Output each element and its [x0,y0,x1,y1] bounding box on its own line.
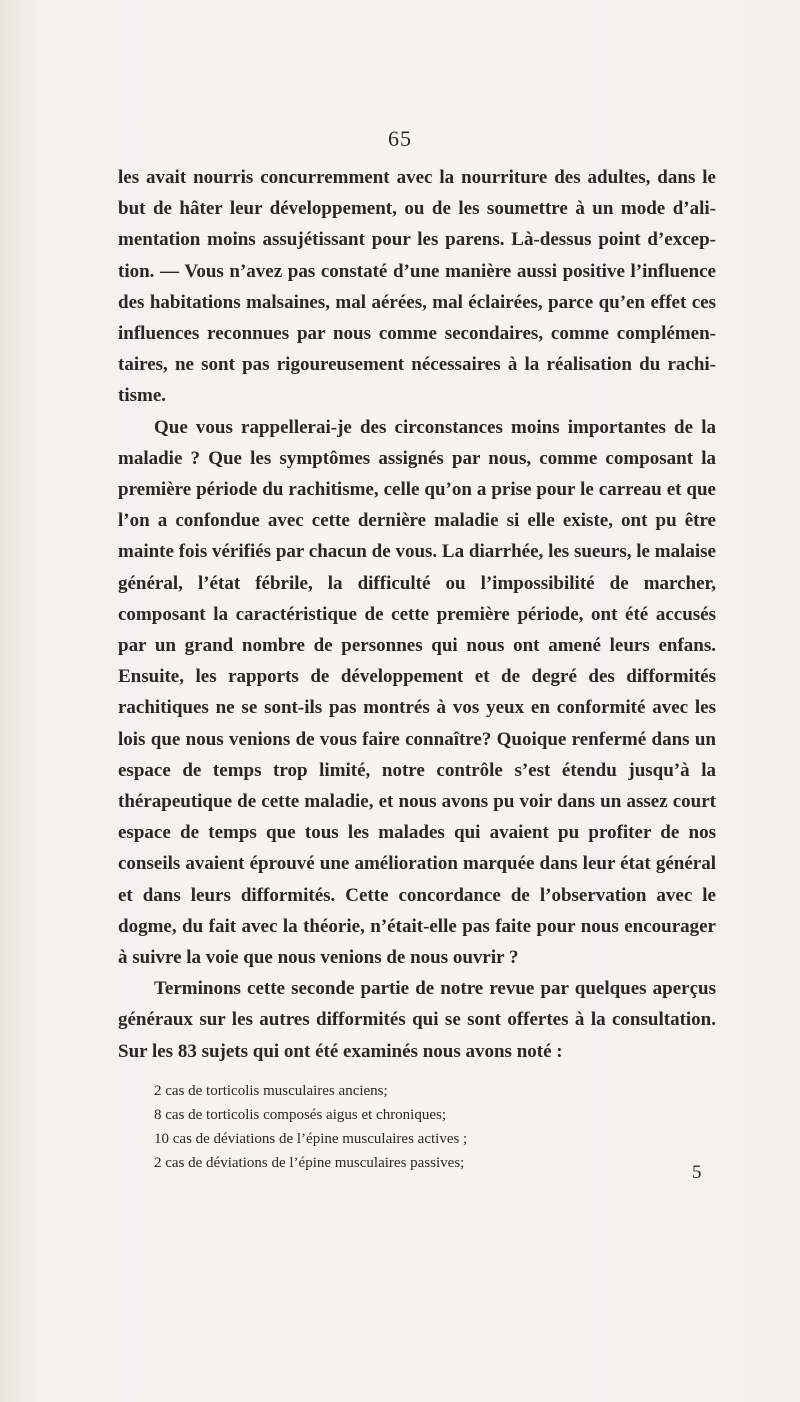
paragraph: Que vous rappellerai-je des circonstances moins importantes de la maladie ? Que les symptômes assignés par nous, comme composant la première période du rachitisme, celle qu’on a prise pour le carreau et que l’on a confondue avec cette dernière maladie si elle existe, ont pu être mainte fois vérifiés par chacun de vous. La diarrhée, les sueurs, le malaise général, l’état fébrile, la difficulté ou l’impossibilité de marcher, composant la caractéristique de cette première période, ont été accusés par un grand nombre de personnes qui nous ont amené leurs enfans. Ensuite, les rapports de développement et de degré des difformités rachitiques ne se sont-ils pas montrés à vos yeux en conformité avec les lois que nous venions de vous faire connaître? Quoique renfermé dans un espace de temps trop limité, notre contrôle s’est étendu jusqu’à la thérapeutique de cette maladie, et nous avons pu voir dans un assez court espace de temps que tous les malades qui avaient pu profiter de nos conseils avaient éprouvé une amélioration marquée dans leur état général et dans leurs difformités. Cette concordance de l’observation avec le dogme, du fait avec la théorie, n’était-elle pas faite pour nous encourager à suivre la voie que nous venions de nous ouvrir ? [118,416,716,969]
list-item: 10 cas de déviations de l’épine musculaires actives ; [154,1130,468,1147]
paragraph: les avait nourris concurremment avec la nourriture des adultes, dans le but de hâter leur développement, ou de les soumettre à un mode d’alimentation moins assujétissant pour les parens. Là-dessus point d’exception. — Vous n’avez pas constaté d’une manière aussi positive l’influence des habitations malsaines, mal aérées, mal éclairées, parce qu’en effet ces influences reconnues par nous comme secondaires, comme complémentaires, ne sont pas rigoureusement nécessaires à la réalisation du rachitisme. [118,167,716,407]
signature-mark: 5 [692,1162,702,1183]
case-list [118,1079,716,1175]
body-text [118,162,716,1175]
paragraph: Terminons cette seconde partie de notre revue par quelques aperçus généraux sur les autres difformités qui se sont offertes à la consultation. Sur les 83 sujets qui ont été examinés nous avons noté : [118,978,716,1062]
list-item: 8 cas de torticolis composés aigus et chroniques; [154,1106,447,1123]
list-item: 2 cas de torticolis musculaires anciens; [154,1082,388,1099]
page-number: 65 [388,126,412,151]
list-item: 2 cas de déviations de l’épine musculaires passives; [154,1154,465,1171]
